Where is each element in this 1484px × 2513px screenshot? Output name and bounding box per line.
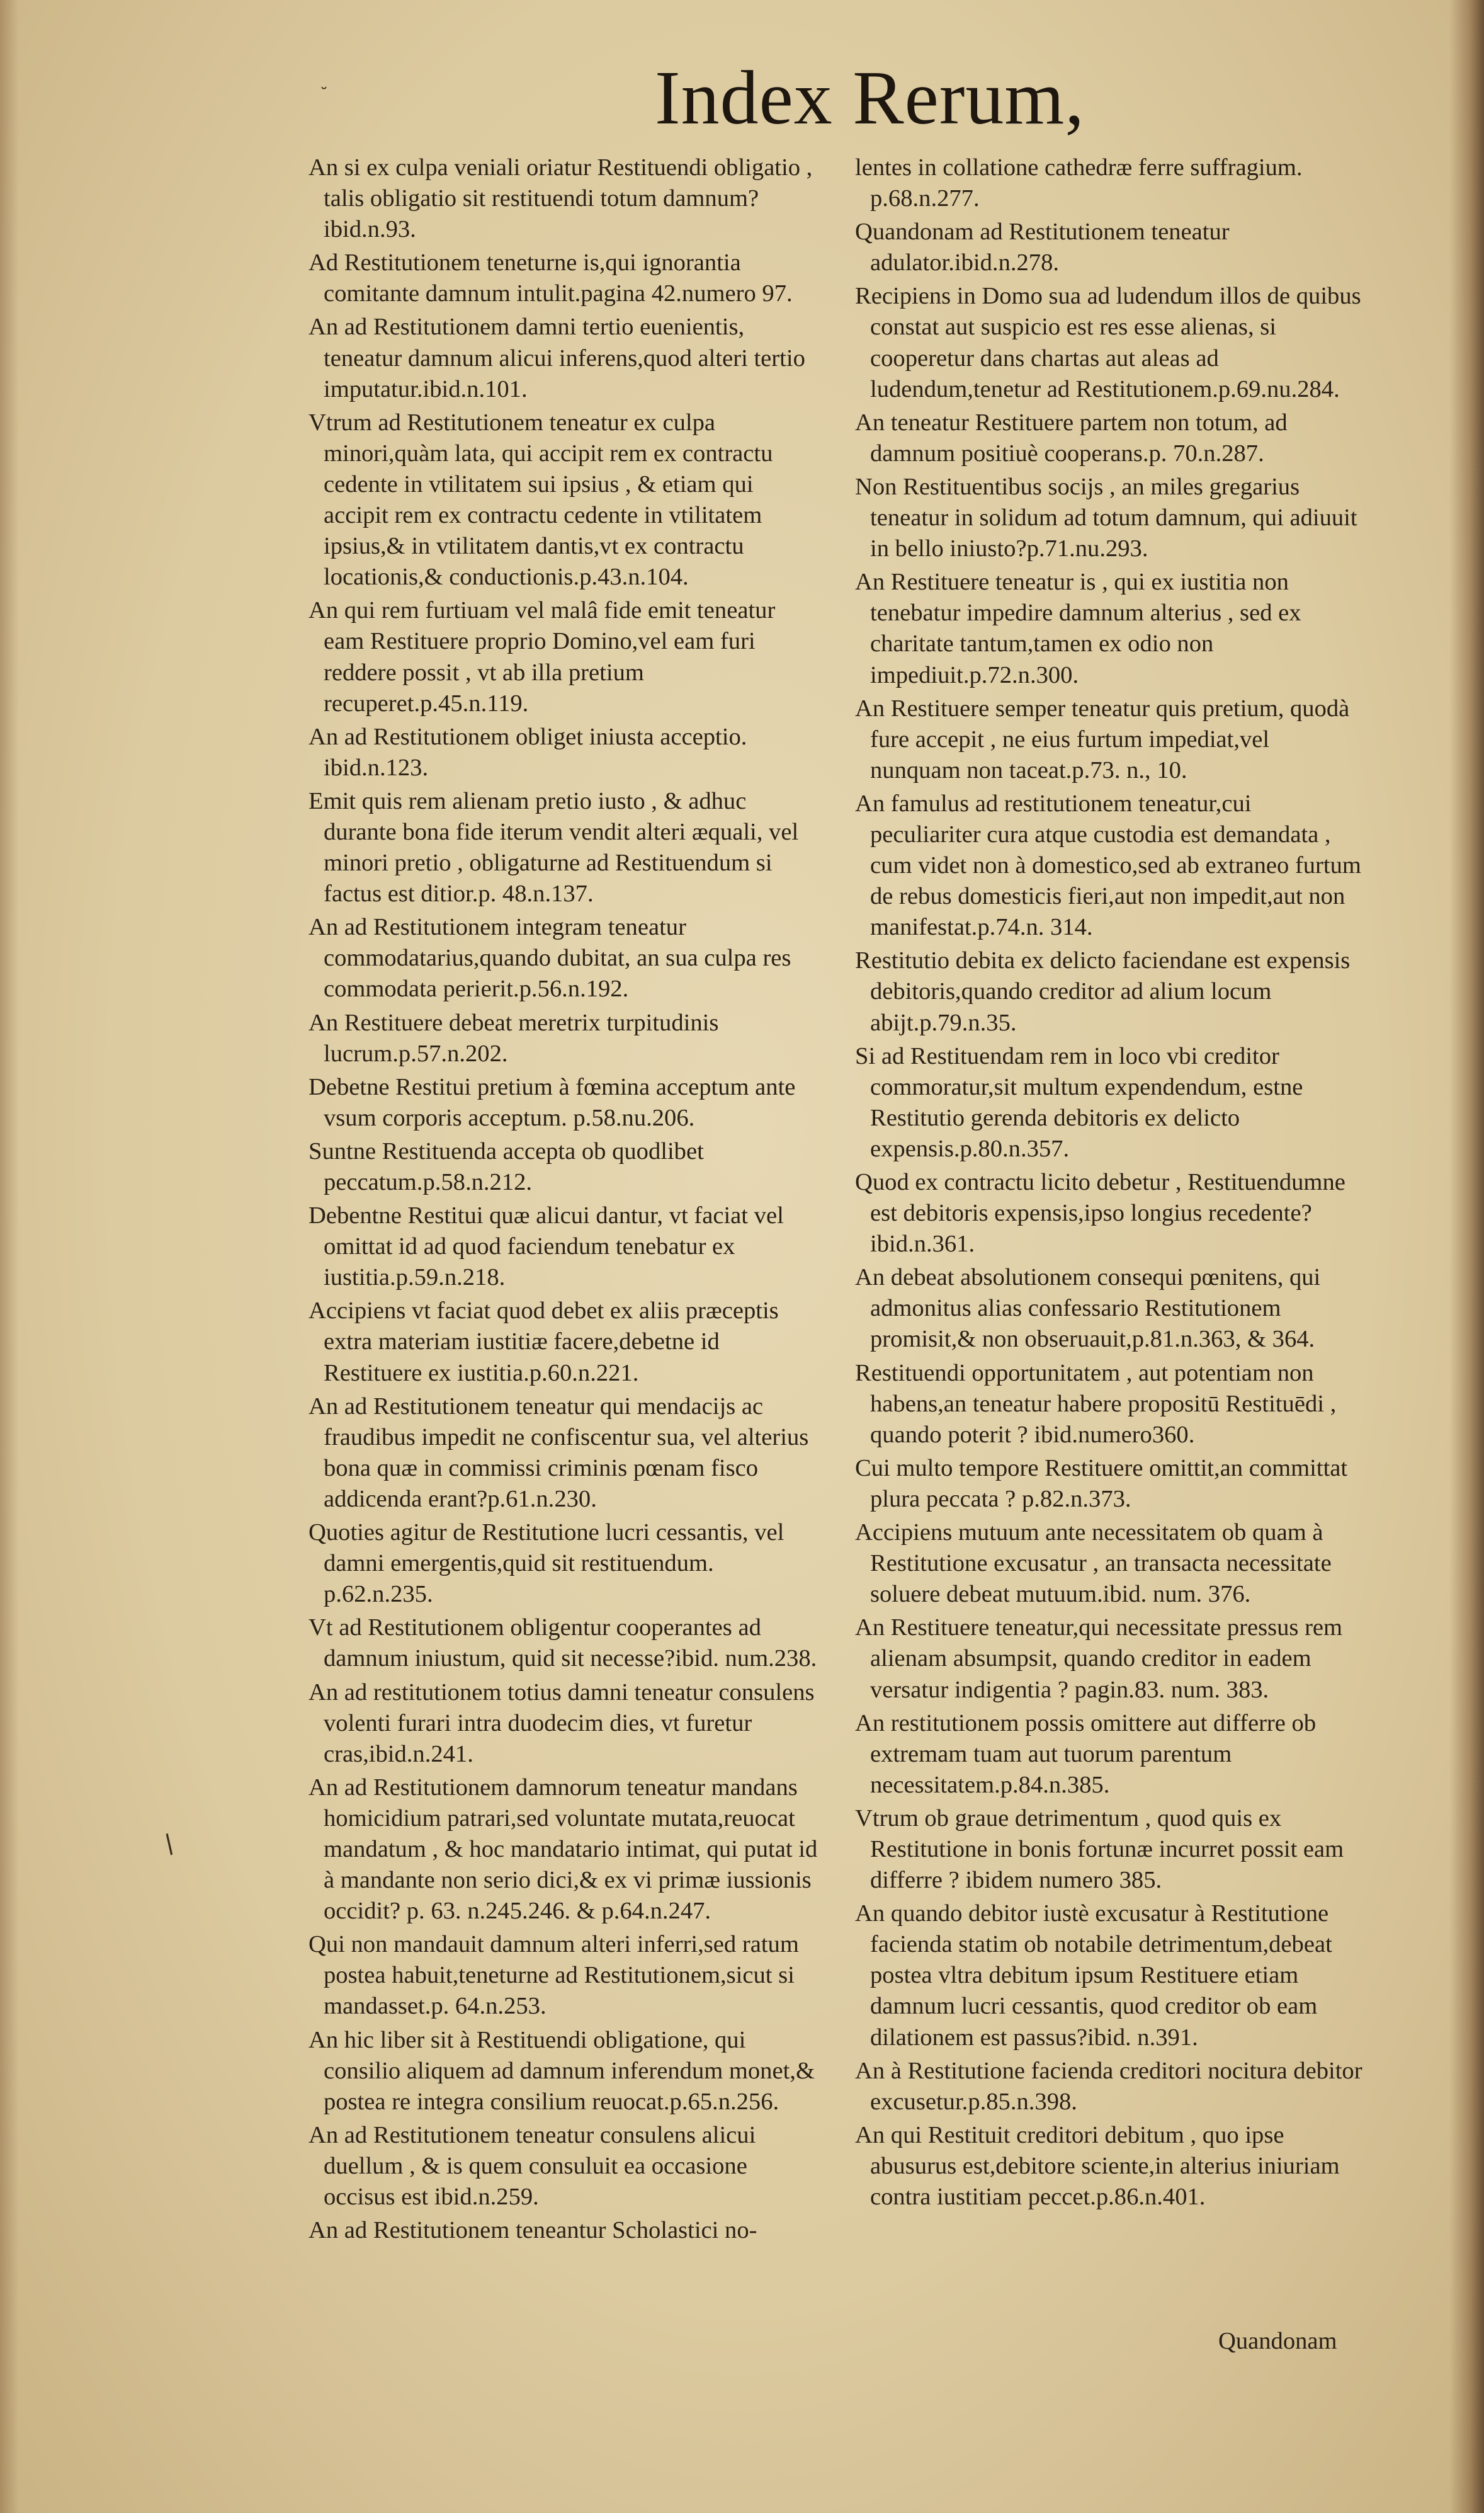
- catchword: Quandonam: [1218, 2328, 1337, 2354]
- index-entry: lentes in collatione cathedræ ferre suffragium. p.68.n.277.: [855, 154, 1303, 212]
- index-entry: An qui rem furtiuam vel malâ fide emit teneatur eam Restituere proprio Domino,vel eam furi reddere possit , vt ab illa pretium recuperet.p.45.n.119.: [309, 597, 776, 717]
- index-entry: An ad Restitutionem damni tertio euenientis, teneatur damnum alicui inferens,quod alteri tertio imputatur.ibid.n.101.: [309, 314, 805, 402]
- index-entry: An Restituere semper teneatur quis pretium, quodà fure accepit , ne eius furtum impediat,vel nunquam non taceat.p.73. n., 10.: [855, 695, 1350, 784]
- index-entry: An ad Restitutionem teneantur Scholastici no-: [309, 2217, 757, 2244]
- index-entry: An ad Restitutionem damnorum teneatur mandans homicidium patrari,sed voluntate mutata,reuocat mandatum , & hoc mandatario intimat, qui putat id à mandante non serio dici,& ex vi primæ iussionis occidit? p. 63. n.245.246. & p.64.n.247.: [309, 1774, 818, 1925]
- index-entry: Debentne Restitui quæ alicui dantur, vt faciat vel omittat id ad quod faciendum tenebatur ex iustitia.p.59.n.218.: [309, 1202, 784, 1291]
- index-entry: Restitutio debita ex delicto faciendane est expensis debitoris,quando creditor ad alium locum abijt.p.79.n.35.: [855, 947, 1351, 1036]
- index-entry: Non Restituentibus socijs , an miles gregarius teneatur in solidum ad totum damnum, qui adiuuit in bello iniusto?p.71.nu.293.: [855, 473, 1357, 562]
- margin-mark: ˘: [320, 85, 328, 104]
- page-edge-shadow-right: [1449, 0, 1484, 2513]
- index-entry: An ad Restitutionem integram teneatur commodatarius,quando dubitat, an sua culpa res commodata perierit.p.56.n.192.: [309, 914, 791, 1003]
- index-column-left: [309, 152, 818, 2248]
- index-entry: An ad Restitutionem obliget iniusta acceptio. ibid.n.123.: [309, 723, 747, 781]
- index-entry: Recipiens in Domo sua ad ludendum illos de quibus constat aut suspicio est res esse alienas, si cooperetur dans chartas aut aleas ad ludendum,tenetur ad Restitutionem.p.69.nu.284.: [855, 283, 1361, 402]
- index-entry: An ad Restitutionem teneatur consulens alicui duellum , & is quem consuluit ea occasione occisus est ibid.n.259.: [309, 2121, 756, 2210]
- index-entry: Vt ad Restitutionem obligentur cooperantes ad damnum iniustum, quid sit necesse?ibid. num.238.: [309, 1614, 817, 1672]
- index-entry: Quoties agitur de Restitutione lucri cessantis, vel damni emergentis,quid sit restituendum. p.62.n.235.: [309, 1519, 784, 1608]
- index-entry: Debetne Restitui pretium à fœmina acceptum ante vsum corporis acceptum. p.58.nu.206.: [309, 1073, 796, 1131]
- index-entry: Quod ex contractu licito debetur , Restituendumne est debitoris expensis,ipso longius recedente?ibid.n.361.: [855, 1169, 1345, 1258]
- index-entry: Ad Restitutionem teneturne is,qui ignorantia comitante damnum intulit.pagina 42.numero 97.: [309, 249, 793, 307]
- index-entry: An ad Restitutionem teneatur qui mendacijs ac fraudibus impedit ne confiscentur sua, vel alterius bona quæ in commissi criminis pœnam fisco addicenda erant?p.61.n.230.: [309, 1393, 809, 1512]
- index-entry: Restituendi opportunitatem , aut potentiam non habens,an teneatur habere propositū Restituēdi , quando poterit ? ibid.numero360.: [855, 1359, 1337, 1448]
- index-entry: An teneatur Restituere partem non totum, ad damnum positiuè cooperans.p. 70.n.287.: [855, 409, 1288, 467]
- index-entry: Vtrum ad Restitutionem teneatur ex culpa minori,quàm lata, qui accipit rem ex contractu cedente in vtilitatem sui ipsius , & etiam qui accipit rem ex contractu cedente in vtilitatem ipsius,& in vtilitatem dantis,vt ex contractu locationis,& conductionis.p.43.n.104.: [309, 409, 773, 591]
- index-entry: An ad restitutionem totius damni teneatur consulens volenti furari intra duodecim dies, vt furetur cras,ibid.n.241.: [309, 1678, 815, 1767]
- margin-mark: /: [158, 1829, 181, 1859]
- index-entry: An debeat absolutionem consequi pœnitens, qui admonitus alias confessario Restitutionem promisit,& non obseruauit,p.81.n.363, & 364.: [855, 1264, 1321, 1353]
- index-entry: An famulus ad restitutionem teneatur,cui peculiariter cura atque custodia est demandata , cum videt non à domestico,sed ab extraneo furtum de rebus domesticis fieri,aut non impedit,aut non manifestat.p.74.n. 314.: [855, 790, 1361, 941]
- index-entry: An Restituere teneatur is , qui ex iustitia non tenebatur impedire damnum alterius , sed ex charitate tantum,tamen ex odio non impediuit.p.72.n.300.: [855, 569, 1301, 688]
- index-entry: Accipiens mutuum ante necessitatem ob quam à Restitutione excusatur , an transacta necessitate soluere debeat mutuum.ibid. num. 376.: [855, 1519, 1332, 1608]
- index-entry: An hic liber sit à Restituendi obligatione, qui consilio aliquem ad damnum inferendum monet,& postea re integra consilium reuocat.p.65.n.256.: [309, 2026, 815, 2115]
- index-entry: An Restituere debeat meretrix turpitudinis lucrum.p.57.n.202.: [309, 1009, 719, 1067]
- index-column-right: [855, 152, 1365, 2215]
- index-entry: Suntne Restituenda accepta ob quodlibet peccatum.p.58.n.212.: [309, 1137, 704, 1195]
- index-entry: Accipiens vt faciat quod debet ex aliis præceptis extra materiam iustitiæ facere,debetne id Restituere ex iustitia.p.60.n.221.: [309, 1297, 779, 1386]
- index-entry: Emit quis rem alienam pretio iusto , & adhuc durante bona fide iterum vendit alteri æquali, vel minori pretio , obligaturne ad Restituendum si factus est ditior.p. 48.n.137.: [309, 787, 799, 908]
- index-entry: Vtrum ob graue detrimentum , quod quis ex Restitutione in bonis fortunæ incurret possit eam differre ? ibidem numero 385.: [855, 1804, 1344, 1894]
- page-edge-shadow-left: [0, 0, 19, 2513]
- index-entry: Si ad Restituendam rem in loco vbi creditor commoratur,sit multum expendendum, estne Restitutio gerenda debitoris ex delicto expensis.p.80.n.357.: [855, 1042, 1303, 1162]
- index-entry: Quandonam ad Restitutionem teneatur adulator.ibid.n.278.: [855, 219, 1230, 276]
- index-entry: An qui Restituit creditori debitum , quo ipse abusurus est,debitore sciente,in alterius iniuriam contra iustitiam peccet.p.86.n.401.: [855, 2121, 1340, 2210]
- index-entry: An si ex culpa veniali oriatur Restituendi obligatio , talis obligatio sit restituendi totum damnum?ibid.n.93.: [309, 154, 813, 243]
- index-entry: An restitutionem possis omittere aut differre ob extremam tuam aut tuorum parentum necessitatem.p.84.n.385.: [855, 1709, 1317, 1798]
- index-entry: Qui non mandauit damnum alteri inferri,sed ratum postea habuit,teneturne ad Restitutionem,sicut si mandasset.p. 64.n.253.: [309, 1931, 799, 2020]
- index-entry: An quando debitor iustè excusatur à Restitutione facienda statim ob notabile detrimentum,debeat postea vltra debitum ipsum Restituere etiam damnum lucri cessantis, quod creditor ob eam dilationem est passus?ibid. n.391.: [855, 1900, 1332, 2051]
- index-entry: An à Restitutione facienda creditori nocitura debitor excusetur.p.85.n.398.: [855, 2057, 1362, 2115]
- index-entry: Cui multo tempore Restituere omittit,an committat plura peccata ? p.82.n.373.: [855, 1454, 1348, 1512]
- index-entry: An Restituere teneatur,qui necessitate pressus rem alienam absumpsit, quando creditor in eadem versatur indigentia ? pagin.83. num. 383.: [855, 1614, 1343, 1703]
- page-header: Index Rerum,: [655, 55, 1085, 140]
